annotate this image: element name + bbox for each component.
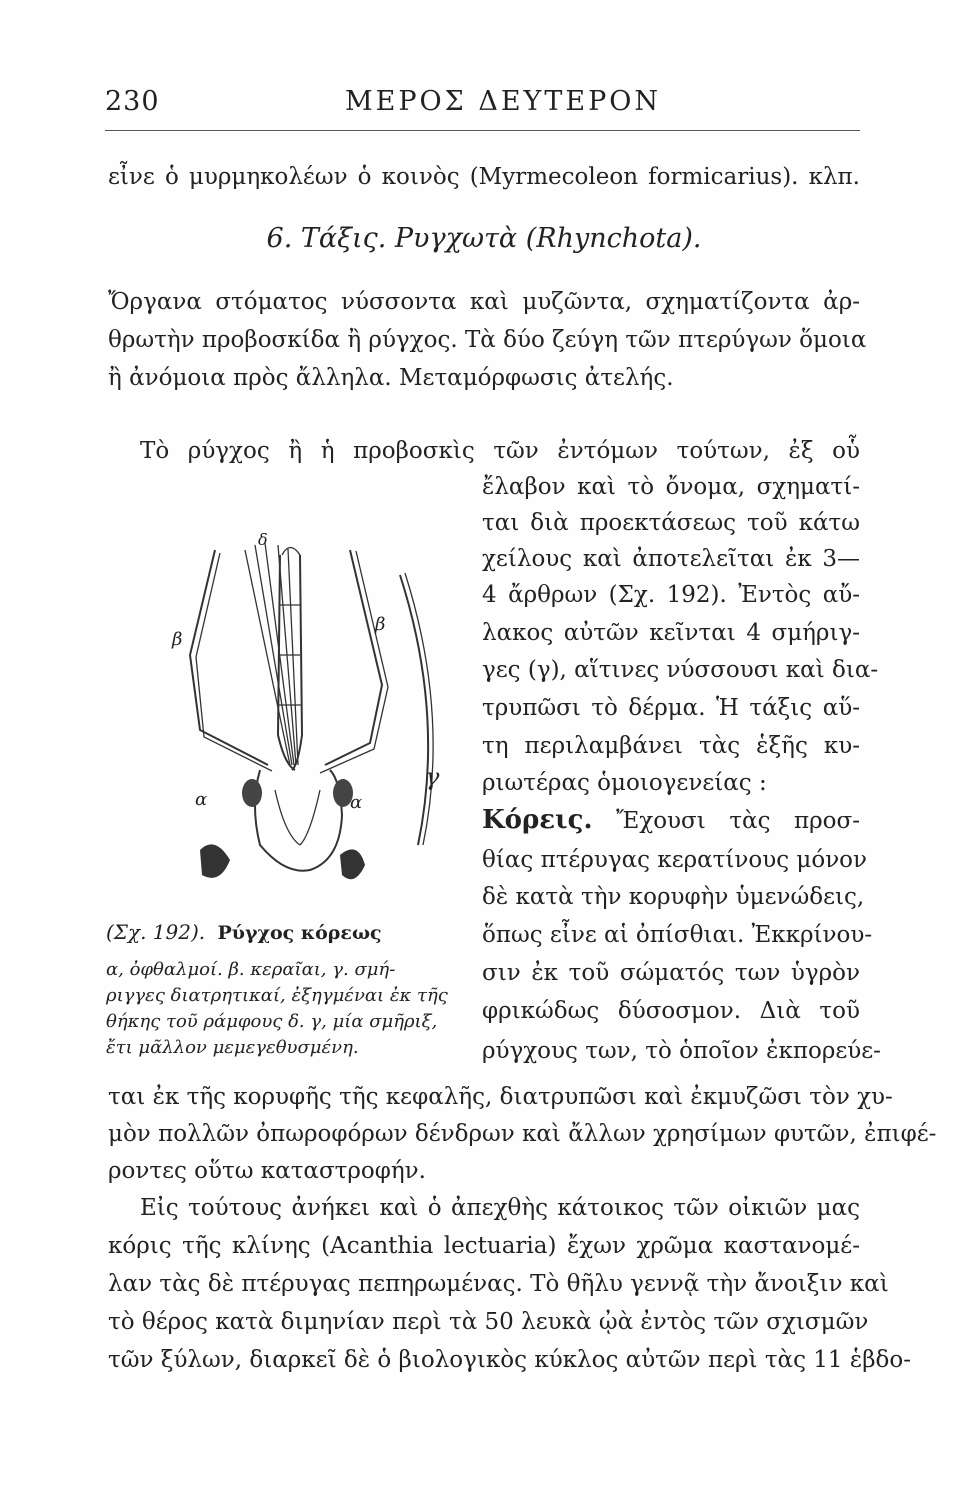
- para4-line-4: τὸ θέρος κατὰ διμηνίαν περὶ τὰ 50 λευκὰ ᾠὰ ἐντὸς τῶν σχισμῶν: [108, 1309, 869, 1335]
- label-b-left: β: [172, 629, 183, 650]
- right-col-line-1: ἔλαβον καὶ τὸ ὄνομα, σχηματί-: [482, 474, 860, 500]
- para4-line-1: Εἰς τούτους ἀνήκει καὶ ὁ ἀπεχθὴς κάτοικος τῶν οἰκιῶν μας: [140, 1195, 860, 1221]
- kores-line-4: ὅπως εἶνε αἱ ὀπίσθιαι. Ἐκκρίνου-: [482, 922, 873, 948]
- kores-line-3: δὲ κατὰ τὴν κορυφὴν ὑμενώδεις,: [482, 884, 865, 910]
- right-col-line-3: χείλους καὶ ἀποτελεῖται ἐκ 3—: [482, 546, 860, 572]
- proboscis-illustration: [160, 515, 460, 905]
- para1-line-3: ἢ ἀνόμοια πρὸς ἄλληλα. Μεταμόρφωσις ἀτελής.: [108, 365, 674, 391]
- right-col-line-5: λακος αὐτῶν κεῖνται 4 σμήριγ-: [482, 620, 860, 646]
- left-eye: [242, 779, 262, 807]
- right-col-line-2: ται διὰ προεκτάσεως τοῦ κάτω: [482, 510, 860, 536]
- intro-line: εἶνε ὁ μυρμηκολέων ὁ κοινὸς (Myrmecoleon formicarius). κλπ.: [108, 164, 860, 190]
- proboscis-drawing: [160, 515, 460, 905]
- para4-line-2: κόρις τῆς κλίνης (Acanthia lectuaria) ἔχων χρῶμα καστανομέ-: [108, 1233, 860, 1259]
- para3-line-1: ται ἐκ τῆς κορυφῆς τῆς κεφαλῆς, διατρυπῶσι καὶ ἐκμυζῶσι τὸν χυ-: [108, 1084, 893, 1110]
- label-delta-top: δ: [258, 530, 268, 549]
- caption-ref: (Σχ. 192).: [106, 920, 206, 944]
- right-col-line-8: τη περιλαμβάνει τὰς ἑξῆς κυ-: [482, 733, 860, 759]
- kores-line-1: [482, 805, 860, 836]
- para1-line-2: θρωτὴν προβοσκίδα ἢ ρύγχος. Τὰ δύο ζεύγη τῶν πτερύγων ὅμοια: [108, 327, 867, 353]
- para2-first-line: Τὸ ρύγχος ἢ ἡ προβοσκὶς τῶν ἐντόμων τούτων, ἐξ οὗ: [140, 438, 860, 464]
- caption-line-4: ἔτι μᾶλλον μεμεγεθυσμένη.: [106, 1037, 359, 1058]
- caption-line-3: θήκης τοῦ ράμφους δ. γ, μία σμῆριξ,: [106, 1011, 438, 1032]
- caption-line-1: α, ὀφθαλμοί. β. κεραῖαι, γ. σμή-: [106, 959, 396, 980]
- caption-title: Ρύγχος κόρεως: [217, 922, 382, 944]
- right-col-line-4: 4 ἄρθρων (Σχ. 192). Ἐντὸς αὔ-: [482, 582, 860, 608]
- right-col-line-6: γες (γ), αἵτινες νύσσουσι καὶ δια-: [482, 657, 879, 683]
- kores-term: Κόρεις.: [482, 805, 593, 835]
- label-a-right: α: [350, 792, 363, 813]
- para4-line-5: τῶν ξύλων, διαρκεῖ δὲ ὁ βιολογικὸς κύκλος αὐτῶν περὶ τὰς 11 ἑβδο-: [108, 1347, 911, 1373]
- caption-line-2: ριγγες διατρητικαί, ἐξηγμέναι ἐκ τῆς: [106, 985, 448, 1006]
- para3-line-2: μὸν πολλῶν ὀπωροφόρων δένδρων καὶ ἄλλων χρησίμων φυτῶν, ἐπιφέ-: [108, 1121, 937, 1147]
- para4-line-3: λαν τὰς δὲ πτέρυγας πεπηρωμένας. Τὸ θῆλυ γεννᾷ τὴν ἄνοιξιν καὶ: [108, 1271, 889, 1297]
- label-a-left: α: [195, 789, 208, 810]
- running-head: ΜΕΡΟΣ ΔΕΥΤΕΡΟΝ: [345, 86, 662, 117]
- para1-line-1: Ὄργανα στόματος νύσσοντα καὶ μυζῶντα, σχηματίζοντα ἀρ-: [108, 289, 860, 315]
- kores-line-2: θίας πτέρυγας κερατίνους μόνον: [482, 847, 868, 873]
- kores-line-7: ρύγχους των, τὸ ὁποῖον ἐκπορεύε-: [482, 1038, 881, 1064]
- label-b-right: β: [375, 614, 386, 635]
- para3-line-3: ροντες οὕτω καταστροφήν.: [108, 1158, 426, 1184]
- figure-caption-title: [106, 920, 470, 945]
- kores-line-6: φρικώδως δύσοσμον. Διὰ τοῦ: [482, 998, 860, 1024]
- label-gamma: γ: [425, 763, 440, 791]
- kores-line-5: σιν ἐκ τοῦ σώματός των ὑγρὸν: [482, 960, 860, 986]
- page-number: 230: [105, 86, 160, 117]
- section-heading: 6. Τάξις. Ρυγχωτὰ (Rhynchota).: [266, 223, 702, 254]
- page-header: [105, 86, 860, 131]
- kores-text-1: Ἔχουσι τὰς προσ-: [616, 808, 860, 834]
- right-col-line-7: τρυπῶσι τὸ δέρμα. Ἡ τάξις αὕ-: [482, 695, 860, 721]
- right-col-line-9: ριωτέρας ὁμοιογενείας :: [482, 770, 767, 796]
